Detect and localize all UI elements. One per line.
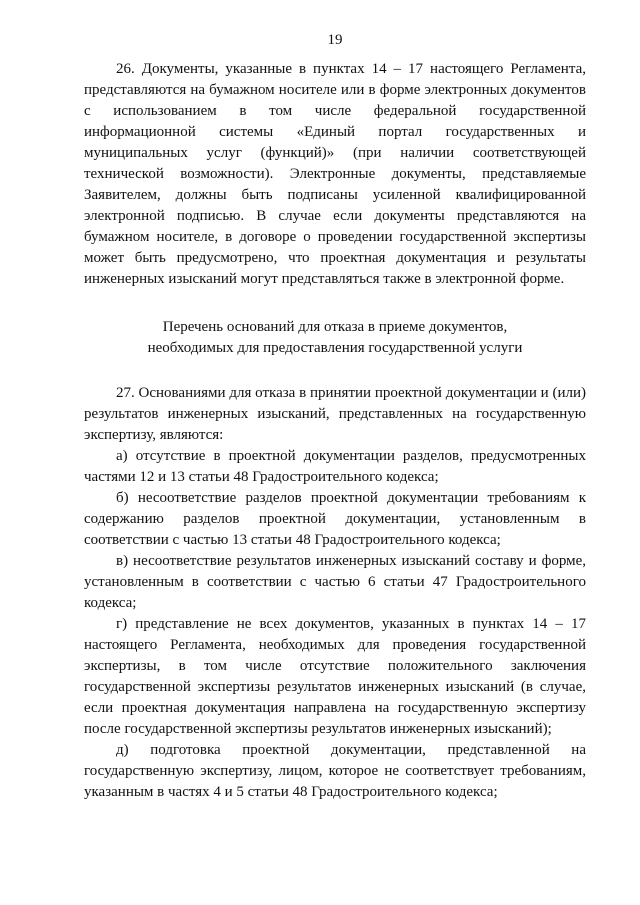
list-item-d: д) подготовка проектной документации, представленной на государственную экспертизу, лицом, которое не соответствует требованиям, указанным в частях 4 и 5 статьи 48 Градостроительного кодекса; xyxy=(84,742,586,800)
list-item-v: в) несоответствие результатов инженерных изысканий составу и форме, установленным в соответствии с частью 6 статьи 47 Градостроительного кодекса; xyxy=(84,553,586,611)
paragraph-27-intro: 27. Основаниями для отказа в принятии проектной документации и (или) результатов инженерных изысканий, представленных на государственную экспертизу, являются: xyxy=(84,385,586,443)
section-heading xyxy=(84,317,586,359)
section-heading-line-1: Перечень оснований для отказа в приеме документов, xyxy=(162,319,508,335)
document-page xyxy=(84,30,586,803)
page-number: 19 xyxy=(327,32,343,48)
list-item-g: г) представление не всех документов, указанных в пунктах 14 – 17 настоящего Регламента, необходимых для проведения государственной экспертизы, в том числе отсутствие положительного заключения государственной экспертизы результатов инженерных изысканий (в случае, если проектная документация направлена на государственную экспертизу после государственной экспертизы результатов инженерных изысканий); xyxy=(84,616,586,737)
list-item-b: б) несоответствие разделов проектной документации требованиям к содержанию разделов проектной документации, установленным в соответствии с частью 13 статьи 48 Градостроительного кодекса; xyxy=(84,490,586,548)
paragraph-26: 26. Документы, указанные в пунктах 14 – 17 настоящего Регламента, представляются на бумажном носителе или в форме электронных документов с использованием в том числе федеральной государственной информационной системы «Единый портал государственных и муниципальных услуг (функций)» (при наличии соответствующей технической возможности). Электронные документы, представляемые Заявителем, должны быть подписаны усиленной квалифицированной электронной подписью. В случае если документы представляются на бумажном носителе, в договоре о проведении государственной экспертизы может быть предусмотрено, что проектная документация и результаты инженерных изысканий могут представляться также в электронной форме. xyxy=(84,61,586,287)
list-item-a: а) отсутствие в проектной документации разделов, предусмотренных частями 12 и 13 статьи 48 Градостроительного кодекса; xyxy=(84,448,586,485)
section-heading-line-2: необходимых для предоставления государственной услуги xyxy=(147,340,523,356)
